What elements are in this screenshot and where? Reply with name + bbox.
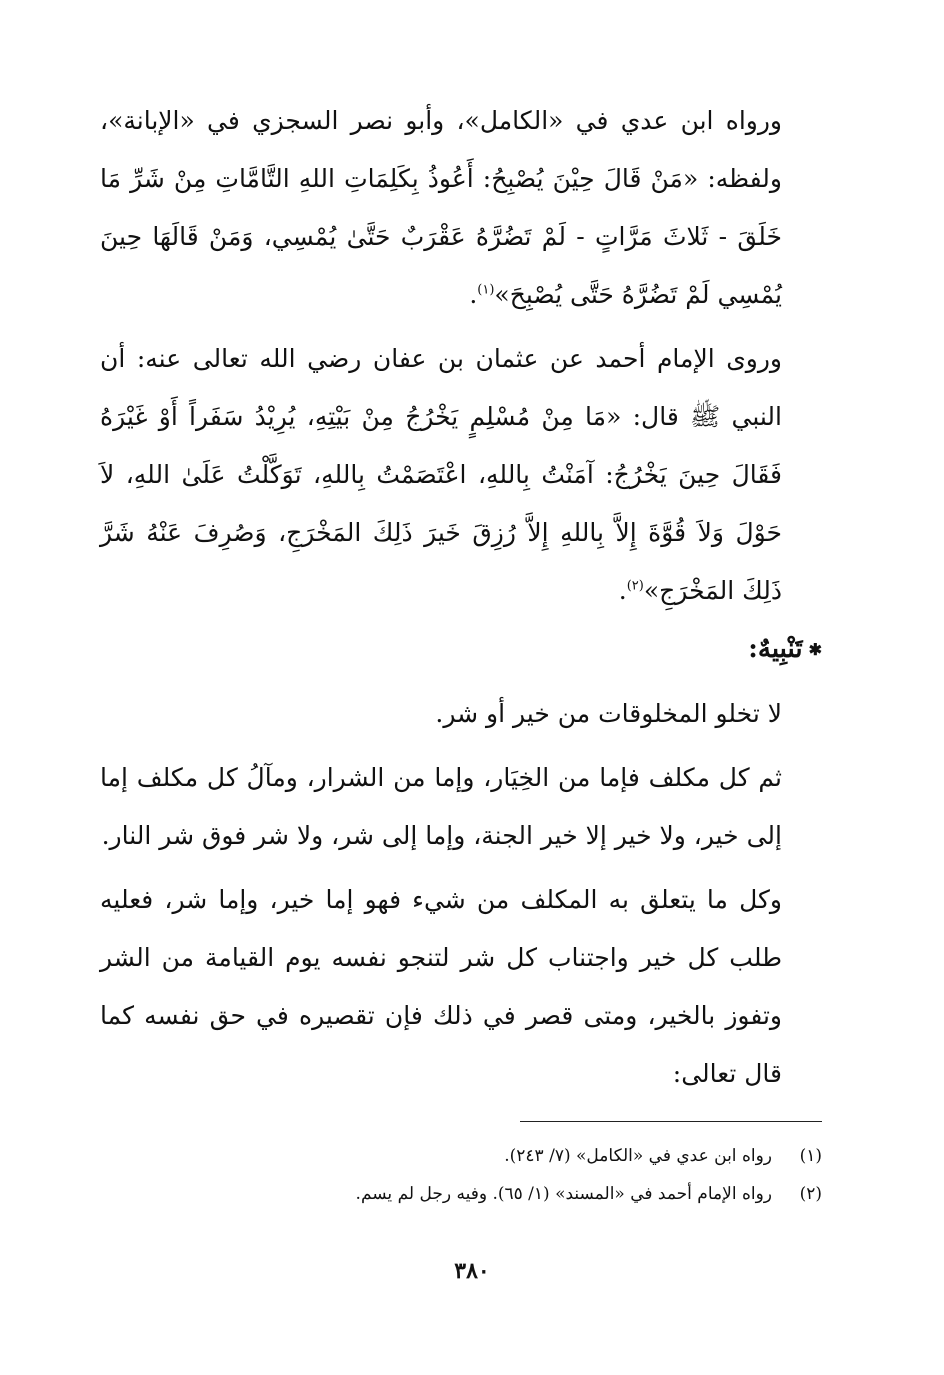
- footnote-number: (١): [799, 1146, 822, 1166]
- footnote-ref-2[interactable]: (٢): [626, 578, 644, 594]
- paragraph-seeking-good: وكل ما يتعلق به المكلف من شيء فهو إما خير، وإما شر، فعليه طلب كل خير واجتناب كل شر لتنجو نفسه يوم القيامة من الشر وتفوز بالخير، ومتى قصر في ذلك فإن تقصيره في حق نفسه كما قال تعالى:: [100, 885, 782, 1088]
- footnote-divider: [520, 1121, 822, 1122]
- paragraph-text: وروى الإمام أحمد عن عثمان بن عفان رضي الله تعالى عنه: أن النبي ﷺ قال: «مَا مِنْ مُسْلِمٍ يَخْرُجُ مِنْ بَيْتِهِ، يُرِيْدُ سَفَراً أَوْ غَيْرَهُ فَقَالَ حِينَ يَخْرُجُ: آمَنْتُ بِاللهِ، اعْتَصَمْتُ بِاللهِ، تَوَكَّلْتُ عَلَىٰ اللهِ، لاَ حَوْلَ وَلاَ قُوَّةَ إِلاَّ بِاللهِ إِلاَّ رُزِقَ خَيرَ ذَلِكَ المَخْرَجِ، وَصُرِفَ عَنْهُ شَرَّ ذَلِكَ المَخْرَجِ»: [100, 344, 782, 605]
- footnote-ref-1[interactable]: (١): [477, 282, 495, 298]
- paragraph-creatures: لا تخلو المخلوقات من خير أو شر.: [435, 699, 782, 728]
- paragraph-mukallaf: ثم كل مكلف فإما من الخِيَار، وإما من الشرار، ومآلُ كل مكلف إما إلى خير، ولا خير إلا خير الجنة، وإما إلى شر، ولا شر فوق شر النار.: [100, 763, 782, 850]
- paragraph-uthman-hadith: [100, 330, 822, 620]
- paragraph-end: .: [469, 280, 478, 309]
- star-icon: ✱: [808, 640, 822, 659]
- page-number: ٣٨٠: [454, 1258, 490, 1284]
- footnote-1: [100, 1138, 822, 1174]
- footnotes: [100, 1138, 822, 1214]
- footnote-2: [100, 1176, 822, 1212]
- section-heading: [100, 620, 822, 679]
- heading-text: تَنْبِيهٌ:: [748, 634, 803, 664]
- footnote-text: رواه الإمام أحمد في «المسند» (١/ ٦٥). وفيه رجل لم يسم.: [355, 1184, 772, 1204]
- paragraph-ibn-adi: [100, 92, 822, 324]
- paragraph-text: ورواه ابن عدي في «الكامل»، وأبو نصر السجزي في «الإبانة»، ولفظه: «مَنْ قَالَ حِيْنَ يُصْبِحُ: أَعُوذُ بِكَلِمَاتِ اللهِ التَّامَّاتِ مِنْ شَرِّ مَا خَلَقَ - ثَلاثَ مَرَّاتٍ - لَمْ تَضُرَّهُ عَقْرَبٌ حَتَّىٰ يُمْسِي، وَمَنْ قَالَهَا حِينَ يُمْسِي لَمْ تَضُرَّهُ حَتَّى يُصْبِحَ»: [100, 106, 782, 309]
- paragraph-end: .: [618, 576, 627, 605]
- footnote-text: رواه ابن عدي في «الكامل» (٧/ ٢٤٣).: [504, 1146, 772, 1166]
- main-text: [100, 92, 822, 1103]
- footnote-number: (٢): [799, 1184, 822, 1204]
